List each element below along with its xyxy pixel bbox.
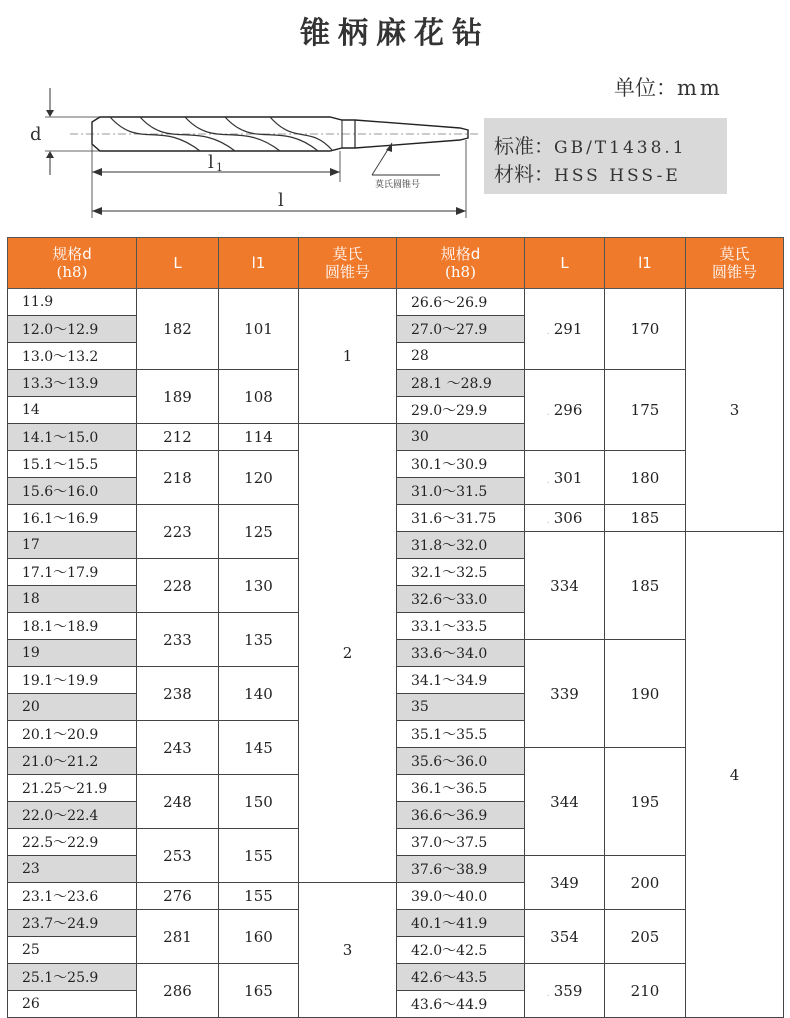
length-L-cell: 253	[137, 829, 219, 883]
size-cell: 18	[8, 586, 137, 613]
length-l1-cell: 108	[219, 370, 299, 424]
size-cell: 17.1～17.9	[8, 559, 137, 586]
size-cell: 22.0～22.4	[8, 802, 137, 829]
length-L-cell: 276	[137, 883, 219, 910]
length-L-cell	[525, 532, 605, 640]
header-taper-line1: 莫氏	[332, 245, 363, 263]
length-l1-cell: 175	[605, 370, 686, 451]
length-l1-cell: 145	[219, 721, 299, 775]
length-l1-cell: 160	[219, 910, 299, 964]
size-cell: 28.1 ～28.9	[397, 370, 525, 397]
size-cell: 19	[8, 640, 137, 667]
size-cell: 32.1～32.5	[397, 559, 525, 586]
size-cell: 36.6～36.9	[397, 802, 525, 829]
size-cell: 15.6～16.0	[8, 478, 137, 505]
taper-cell: 3	[686, 289, 784, 532]
length-l1-cell: 205	[605, 910, 686, 964]
header-taper-line2: 圆锥号	[324, 263, 370, 281]
material-label: 材料：	[494, 162, 554, 186]
header-taper-line2: 圆锥号	[711, 263, 757, 281]
size-cell: 33.6～34.0	[397, 640, 525, 667]
standard-value: GB/T1438.1	[554, 138, 687, 158]
size-cell: 20	[8, 694, 137, 721]
size-cell: 26.6～26.9	[397, 289, 525, 316]
length-l1-cell: 150	[219, 775, 299, 829]
dot-mark: .	[546, 474, 550, 486]
header-l1-right: l1	[605, 238, 686, 289]
length-L-cell	[525, 370, 605, 451]
standard-line	[494, 130, 687, 159]
dot-mark: .	[546, 407, 550, 418]
length-L-cell: 218	[137, 451, 219, 505]
dot-mark: .	[546, 987, 550, 999]
taper-cell: 1	[299, 289, 397, 424]
length-L-cell: 223	[137, 505, 219, 559]
size-cell: 21.25～21.9	[8, 775, 137, 802]
length-l1-cell: 140	[219, 667, 299, 721]
length-l1-cell: 155	[219, 829, 299, 883]
standard-label: 标准：	[494, 134, 554, 158]
size-cell: 27.0～27.9	[397, 316, 525, 343]
length-l1-cell: 101	[219, 289, 299, 370]
size-cell: 30.1～30.9	[397, 451, 525, 478]
size-cell: 31.8～32.0	[397, 532, 525, 559]
label-l1: l	[208, 152, 214, 173]
material-line	[494, 158, 681, 187]
length-L-cell	[525, 748, 605, 856]
length-l1-cell: 155	[219, 883, 299, 910]
size-cell: 15.1～15.5	[8, 451, 137, 478]
size-cell: 35	[397, 694, 525, 721]
length-l1-cell: 185	[605, 505, 686, 532]
length-l1-cell: 135	[219, 613, 299, 667]
drill-diagram	[0, 80, 480, 225]
size-cell: 13.0～13.2	[8, 343, 137, 370]
taper-cell: 3	[299, 883, 397, 1018]
length-L-value: 291	[553, 320, 583, 338]
length-L-cell: 212	[137, 424, 219, 451]
size-cell: 43.6～44.9	[397, 991, 525, 1018]
length-L-value: 306	[553, 509, 583, 527]
length-L-value: 354	[550, 927, 579, 946]
length-l1-cell: 195	[605, 748, 686, 856]
size-cell: 32.6～33.0	[397, 586, 525, 613]
size-cell: 21.0～21.2	[8, 748, 137, 775]
length-L-cell: 228	[137, 559, 219, 613]
length-L-cell	[525, 505, 605, 532]
length-l1-cell: 165	[219, 964, 299, 1018]
header-l1-left: l1	[219, 238, 299, 289]
label-taper: 莫氏圆锥号	[375, 180, 421, 190]
length-L-cell: 238	[137, 667, 219, 721]
length-L-value: 359	[553, 981, 583, 1000]
size-cell: 37.0～37.5	[397, 829, 525, 856]
taper-cell: 4	[686, 532, 784, 1018]
size-cell: 20.1～20.9	[8, 721, 137, 748]
size-cell: 11.9	[8, 289, 137, 316]
size-cell: 42.6～43.5	[397, 964, 525, 991]
header-taper-line1: 莫氏	[719, 245, 750, 263]
length-l1-cell: 170	[605, 289, 686, 370]
unit-label	[614, 72, 723, 102]
length-L-value: 349	[550, 873, 579, 892]
length-L-value: 344	[550, 792, 579, 811]
unit-label-text: 单位：	[614, 76, 677, 100]
size-cell: 19.1～19.9	[8, 667, 137, 694]
header-L-right: L	[525, 238, 605, 289]
length-L-cell	[525, 451, 605, 505]
length-l1-cell: 210	[605, 964, 686, 1018]
length-l1-cell: 130	[219, 559, 299, 613]
header-size-line2: (h8)	[56, 263, 88, 281]
size-cell: 16.1～16.9	[8, 505, 137, 532]
size-cell: 22.5～22.9	[8, 829, 137, 856]
size-cell: 23.7～24.9	[8, 910, 137, 937]
size-cell: 14	[8, 397, 137, 424]
length-L-cell: 243	[137, 721, 219, 775]
header-taper-left	[299, 238, 397, 289]
length-L-cell: 233	[137, 613, 219, 667]
label-d: d	[30, 124, 42, 145]
size-cell: 30	[397, 424, 525, 451]
size-cell: 42.0～42.5	[397, 937, 525, 964]
size-cell: 34.1～34.9	[397, 667, 525, 694]
length-l1-cell: 125	[219, 505, 299, 559]
dot-mark: .	[546, 326, 550, 337]
size-cell: 35.1～35.5	[397, 721, 525, 748]
size-cell: 25	[8, 937, 137, 964]
size-cell: 23.1～23.6	[8, 883, 137, 910]
size-cell: 35.6～36.0	[397, 748, 525, 775]
size-cell: 23	[8, 856, 137, 883]
length-l1-cell: 200	[605, 856, 686, 910]
size-cell: 39.0～40.0	[397, 883, 525, 910]
size-cell: 36.1～36.5	[397, 775, 525, 802]
length-L-cell: 248	[137, 775, 219, 829]
length-L-value: 339	[550, 684, 579, 703]
header-size-line1: 规格d	[440, 245, 481, 263]
size-cell: 33.1～33.5	[397, 613, 525, 640]
label-l1-sub: 1	[216, 161, 223, 174]
length-l1-cell: 185	[605, 532, 686, 640]
length-L-cell	[525, 640, 605, 748]
header-taper-right	[686, 238, 784, 289]
taper-cell: 2	[299, 424, 397, 883]
header-row	[8, 238, 784, 289]
length-L-cell	[525, 910, 605, 964]
header-size-line1: 规格d	[52, 245, 92, 263]
size-cell: 25.1～25.9	[8, 964, 137, 991]
unit-value: mm	[677, 76, 723, 100]
length-L-cell: 189	[137, 370, 219, 424]
size-cell: 31.0～31.5	[397, 478, 525, 505]
size-cell: 12.0～12.9	[8, 316, 137, 343]
size-cell: 40.1～41.9	[397, 910, 525, 937]
length-L-cell: 182	[137, 289, 219, 370]
length-L-value: 301	[553, 468, 583, 487]
length-l1-cell: 180	[605, 451, 686, 505]
length-L-cell: 281	[137, 910, 219, 964]
dot-mark: .	[546, 515, 550, 526]
size-cell: 29.0～29.9	[397, 397, 525, 424]
length-l1-cell: 114	[219, 424, 299, 451]
length-L-cell	[525, 964, 605, 1018]
size-cell: 28	[397, 343, 525, 370]
table-row	[8, 289, 784, 316]
spec-table	[7, 237, 784, 1018]
size-cell: 31.6～31.75	[397, 505, 525, 532]
length-L-value: 334	[550, 576, 579, 595]
length-L-cell: 286	[137, 964, 219, 1018]
length-L-cell	[525, 289, 605, 370]
length-L-value: 296	[553, 401, 583, 419]
page-title: 锥柄麻花钻	[300, 16, 490, 51]
size-cell: 17	[8, 532, 137, 559]
size-cell: 13.3～13.9	[8, 370, 137, 397]
size-cell: 14.1～15.0	[8, 424, 137, 451]
length-L-cell	[525, 856, 605, 910]
header-size-right	[397, 238, 525, 289]
size-cell: 26	[8, 991, 137, 1018]
size-cell: 37.6～38.9	[397, 856, 525, 883]
length-l1-cell: 120	[219, 451, 299, 505]
label-l: l	[278, 190, 284, 211]
header-size-left	[8, 238, 137, 289]
length-l1-cell: 190	[605, 640, 686, 748]
header-L-left: L	[137, 238, 219, 289]
header-size-line2: (h8)	[445, 263, 476, 281]
material-value: HSS HSS-E	[554, 166, 681, 186]
size-cell: 18.1～18.9	[8, 613, 137, 640]
